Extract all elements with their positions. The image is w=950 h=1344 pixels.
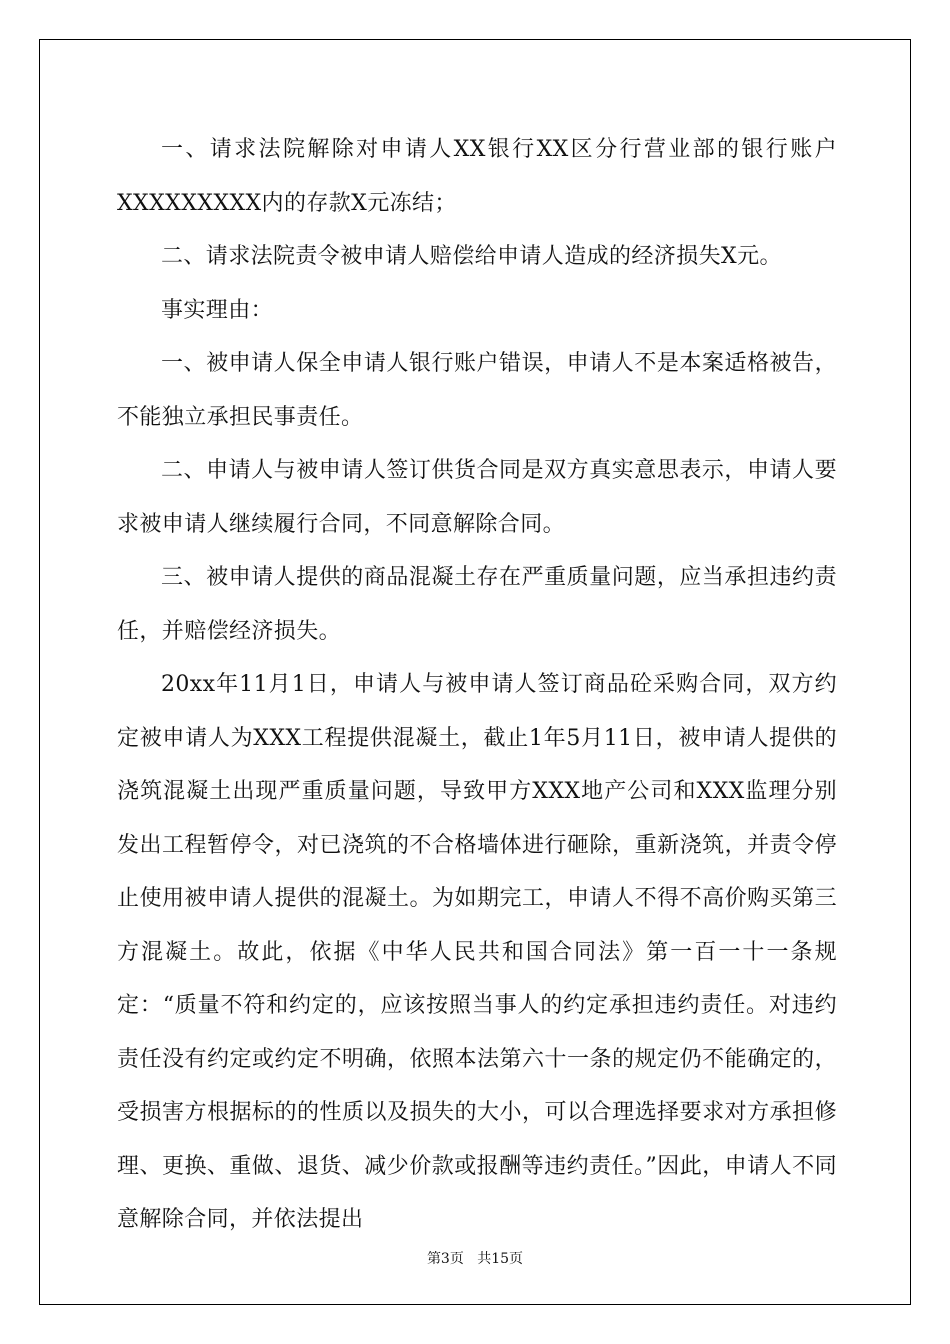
page-footer <box>0 1248 950 1268</box>
paragraph-reason-3: 三、被申请人提供的商品混凝土存在严重质量问题，应当承担违约责任，并赔偿经济损失。 <box>117 565 837 644</box>
paragraph-request-2: 二、请求法院责令被申请人赔偿给申请人造成的经济损失X元。 <box>161 244 782 269</box>
page-number: 第3页 <box>426 1251 464 1267</box>
paragraph-request-1: 一、请求法院解除对申请人XX银行XX区分行营业部的银行账户XXXXXXXXX内的存款X元冻结； <box>117 137 837 216</box>
page-total: 共15页 <box>477 1251 524 1267</box>
document-body <box>117 123 837 1247</box>
paragraph-facts-heading: 事实理由： <box>161 297 274 323</box>
paragraph-reason-2: 二、申请人与被申请人签订供货合同是双方真实意思表示，申请人要求被申请人继续履行合同，不同意解除合同。 <box>117 458 837 537</box>
paragraph-reason-1: 一、被申请人保全申请人银行账户错误，申请人不是本案适格被告，不能独立承担民事责任。 <box>117 351 837 430</box>
paragraph-details: 20xx年11月1日，申请人与被申请人签订商品砼采购合同，双方约定被申请人为XXX工程提供混凝土，截止1年5月11日，被申请人提供的浇筑混凝土出现严重质量问题，导致甲方XXX地产公司和XXX监理分别发出工程暂停令，对已浇筑的不合格墙体进行砸除，重新浇筑，并责令停止使用被申请人提供的混凝土。为如期完工，申请人不得不高价购买第三方混凝土。故此，依据《中华人民共和国合同法》第一百一十一条规定：“质量不符和约定的，应该按照当事人的约定承担违约责任。对违约责任没有约定或约定不明确，依照本法第六十一条的规定仍不能确定的，受损害方根据标的的性质以及损失的大小，可以合理选择要求对方承担修理、更换、重做、退货、减少价款或报酬等违约责任。”因此，申请人不同意解除合同，并依法提出 <box>117 672 837 1232</box>
